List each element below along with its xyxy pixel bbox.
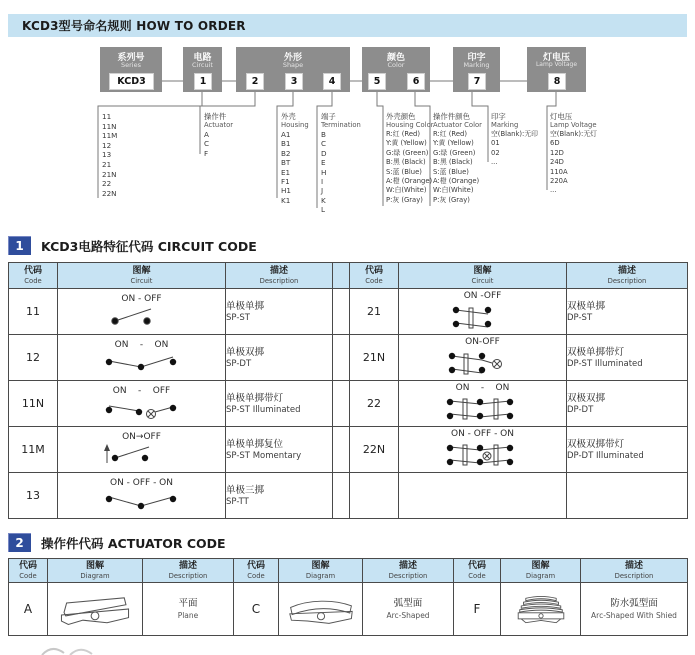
actuator-list-title-cn: 操作件 [204, 112, 227, 121]
actuator-list-title-en: Actuator [204, 121, 234, 129]
actuator-diagram-plane [52, 587, 138, 631]
list-item: 220A [550, 177, 568, 186]
diagram-cell [58, 473, 226, 519]
desc-cell [567, 473, 688, 519]
header-diagram: 图解 Diagram [279, 559, 363, 583]
list-item: W:白(White) [433, 186, 474, 195]
shape-code-digit-2: 2 [246, 73, 264, 90]
actuator-diagram-arc-shaped-with-shield [503, 587, 579, 631]
list-item: H1 [281, 186, 291, 196]
list-item: Y:黄 (Yellow) [386, 139, 427, 148]
page-title: KCD3型号命名规则 HOW TO ORDER [22, 19, 246, 33]
code-cell: C [234, 583, 279, 636]
table-row [9, 427, 688, 473]
table-row [9, 335, 688, 381]
diagram-cell [399, 427, 567, 473]
lamp-voltage-list-title-cn: 灯电压 [550, 112, 573, 121]
group-box-circuit [183, 47, 222, 92]
diagram-cell [399, 381, 567, 427]
marking-label-cn: 印字 [467, 53, 486, 63]
desc-cell: 双极单掷 DP-ST [567, 289, 688, 335]
circuit-diagram-dp-st [408, 302, 558, 332]
color-label-en: Color [387, 61, 405, 69]
code-cell: A [9, 583, 48, 636]
list-item: G:绿 (Green) [386, 148, 429, 157]
circuit-diagram-sp-st-illuminated [67, 397, 217, 421]
list-item: B2 [281, 148, 291, 158]
list-item: A:橙 (Orange) [433, 177, 480, 186]
shape-label-cn: 外形 [283, 53, 302, 63]
color-code-digit-6: 6 [407, 73, 425, 90]
diagram-cell [501, 583, 581, 636]
section-1-title: KCD3电路特征代码 CIRCUIT CODE [41, 238, 257, 254]
header-code: 代码 Code [234, 559, 279, 583]
color-code-digit-5: 5 [368, 73, 386, 90]
list-item: 02 [491, 148, 500, 157]
lamp-voltage-code-digit: 8 [548, 73, 566, 90]
header-spacer [333, 263, 350, 289]
list-item: I [321, 177, 324, 187]
circuit-label: ON - OFF [121, 294, 162, 304]
header-code: 代码 Code [454, 559, 501, 583]
table-row [9, 473, 688, 519]
desc-cell: 单极单掷复位 SP-ST Momentary [226, 427, 333, 473]
list-item: C [321, 139, 327, 149]
desc-cell: 防水弧型面 Arc-Shaped With Shied [581, 583, 688, 636]
termination-list-title-en: Termination [321, 121, 361, 129]
diagram-cell [48, 583, 143, 636]
header-code: 代码 Code [9, 559, 48, 583]
list-item: A [204, 130, 209, 139]
list-item: W:白(White) [386, 186, 427, 195]
code-cell: 21 [350, 289, 399, 335]
list-item: 110A [550, 167, 568, 176]
section-2-title: 操作件代码 ACTUATOR CODE [41, 535, 226, 551]
list-item: 12 [102, 140, 112, 150]
housing-list-title-en: Housing [281, 121, 309, 129]
spacer-cell [333, 289, 350, 335]
circuit-diagram-sp-dt [67, 351, 217, 375]
circuit-table-header-row [9, 263, 688, 289]
marking-code-digit: 7 [468, 73, 486, 90]
circuit-label: ON-OFF [465, 337, 500, 347]
list-item: ... [550, 186, 557, 195]
shape-code-digit-3: 3 [285, 73, 303, 90]
list-item: L [321, 205, 326, 215]
list-item: 空(Blank):无印 [491, 130, 538, 138]
actuator-color-title-en: Actuator Color [433, 121, 482, 129]
circuit-code-table [8, 262, 688, 519]
code-cell: 11N [9, 381, 58, 427]
section-1-heading [8, 236, 257, 255]
diagram-cell [58, 381, 226, 427]
table-row [9, 289, 688, 335]
circuit-code-digit: 1 [194, 73, 212, 90]
list-item: 13 [102, 150, 112, 160]
list-item: 22 [102, 179, 112, 189]
termination-code-list [321, 112, 361, 215]
diagram-cell [399, 335, 567, 381]
circuit-label: ON - OFF [112, 386, 171, 396]
group-box-series [100, 47, 162, 92]
circuit-label-cn: 电路 [193, 53, 212, 63]
marking-label-en: Marking [463, 61, 490, 69]
header-desc: 描述 Description [581, 559, 688, 583]
list-item: S:蓝 (Blue) [386, 167, 422, 176]
spacer-cell [333, 427, 350, 473]
shape-label-en: Shape [282, 61, 304, 69]
desc-cell: 双极单掷带灯 DP-ST Illuminated [567, 335, 688, 381]
list-item: R:红 (Red) [386, 130, 420, 138]
circuit-label: ON -OFF [463, 291, 502, 301]
circuit-label: ON - ON [114, 340, 169, 350]
list-item: 11M [102, 131, 118, 141]
table-row [9, 583, 688, 636]
shape-code-digit-4: 4 [323, 73, 341, 90]
marking-list [491, 112, 538, 168]
series-label-cn: 系列号 [117, 53, 145, 63]
circuit-diagram-sp-tt [67, 489, 217, 513]
list-item: K1 [281, 195, 291, 205]
marking-list-title-en: Marking [491, 121, 519, 129]
desc-cell: 单极单掷 SP-ST [226, 289, 333, 335]
lamp-voltage-list [550, 112, 597, 196]
list-item: Y:黄 (Yellow) [433, 139, 474, 148]
list-item: BT [281, 158, 291, 168]
circuit-label: ON→OFF [122, 432, 161, 442]
list-item: G:绿 (Green) [433, 148, 476, 157]
diagram-cell [58, 289, 226, 335]
list-item: D [321, 148, 327, 158]
list-item: B:黑 (Black) [386, 158, 426, 167]
diagram-cell [58, 427, 226, 473]
header-diagram-left: 图解 Circuit [58, 263, 226, 289]
code-cell: 12 [9, 335, 58, 381]
circuit-code-list [102, 112, 117, 198]
header-desc-right: 描述 Description [567, 263, 688, 289]
header-desc-left: 描述 Description [226, 263, 333, 289]
list-item: ... [491, 158, 498, 167]
actuator-color-title-cn: 操作件颜色 [433, 112, 470, 121]
circuit-diagram-sp-st-momentary [67, 443, 217, 467]
code-cell: 22 [350, 381, 399, 427]
list-item: E1 [281, 167, 291, 177]
actuator-diagram-arc-shaped [281, 587, 361, 631]
termination-list-title-cn: 端子 [321, 112, 336, 121]
circuit-diagram-dp-st-illuminated [408, 348, 558, 378]
diagram-cell [399, 289, 567, 335]
spacer-cell [333, 335, 350, 381]
list-item: C [204, 139, 210, 149]
header-code-left: 代码 Code [9, 263, 58, 289]
code-cell: 22N [350, 427, 399, 473]
housing-color-list [386, 112, 434, 205]
header-desc: 描述 Description [363, 559, 454, 583]
list-item: S:蓝 (Blue) [433, 167, 469, 176]
series-label-en: Series [121, 61, 141, 69]
code-cell: 11M [9, 427, 58, 473]
diagram-cell [279, 583, 363, 636]
housing-list-title-cn: 外壳 [281, 112, 296, 121]
group-box-marking [453, 47, 500, 92]
list-item: B1 [281, 139, 291, 149]
desc-cell: 单极双掷 SP-DT [226, 335, 333, 381]
section-2-badge: 2 [8, 533, 31, 552]
list-item: 21N [102, 169, 117, 179]
code-cell [350, 473, 399, 519]
list-item: 6D [550, 139, 560, 148]
housing-code-list [281, 112, 309, 205]
section-1-badge: 1 [8, 236, 31, 255]
housing-color-title-en: Housing Color [386, 121, 434, 129]
list-item: P:灰 (Gray) [433, 195, 470, 204]
header-diagram: 图解 Diagram [48, 559, 143, 583]
code-cell: 11 [9, 289, 58, 335]
list-item: H [321, 167, 327, 177]
table-row [9, 381, 688, 427]
desc-cell: 平面 Plane [143, 583, 234, 636]
circuit-diagram-dp-dt [408, 394, 558, 424]
list-item: E [321, 158, 326, 168]
list-item: F [204, 148, 209, 158]
spacer-cell [333, 381, 350, 427]
list-item: 11N [102, 121, 117, 131]
spacer-cell [333, 473, 350, 519]
color-label-cn: 颜色 [386, 53, 405, 63]
list-item: 12D [550, 148, 564, 157]
group-box-color [362, 47, 430, 92]
actuator-code-table [8, 558, 688, 636]
circuit-label: ON - OFF - ON [109, 478, 173, 488]
list-item: R:红 (Red) [433, 130, 467, 138]
desc-cell: 双极双掷带灯 DP-DT Illuminated [567, 427, 688, 473]
list-item: F1 [281, 177, 290, 187]
list-item: 21 [102, 159, 112, 169]
list-item: K [321, 195, 326, 205]
housing-color-title-cn: 外壳颜色 [386, 112, 416, 121]
page-header-bar [8, 14, 687, 37]
lamp-voltage-label-en: Lamp Voltage [535, 61, 578, 68]
lamp-voltage-label-cn: 灯电压 [542, 53, 570, 63]
circuit-label: ON - OFF - ON [450, 429, 514, 439]
list-item: J [321, 186, 324, 196]
circuit-diagram-dp-dt-illuminated [408, 440, 558, 470]
list-item: P:灰 (Gray) [386, 195, 423, 204]
circuit-diagram-sp-st [67, 305, 217, 329]
lamp-voltage-list-title-en: Lamp Voltage [550, 121, 597, 129]
code-cell: 13 [9, 473, 58, 519]
code-cell: F [454, 583, 501, 636]
list-item: A:橙 (Orange) [386, 177, 433, 186]
group-box-lamp-voltage [527, 47, 586, 92]
marking-list-title-cn: 印字 [491, 112, 506, 121]
desc-cell: 单极三掷 SP-TT [226, 473, 333, 519]
desc-cell: 单极单掷带灯 SP-ST Illuminated [226, 381, 333, 427]
list-item: B:黑 (Black) [433, 158, 473, 167]
cutoff-graphic [38, 644, 118, 655]
header-desc: 描述 Description [143, 559, 234, 583]
header-code-right: 代码 Code [350, 263, 399, 289]
list-item: 空(Blank):无灯 [550, 130, 597, 138]
header-diagram: 图解 Diagram [501, 559, 581, 583]
circuit-label-en: Circuit [192, 61, 213, 69]
code-cell: 21N [350, 335, 399, 381]
desc-cell: 双极双掷 DP-DT [567, 381, 688, 427]
diagram-cell [58, 335, 226, 381]
group-box-shape [236, 47, 350, 92]
header-diagram-right: 图解 Circuit [399, 263, 567, 289]
list-item: A1 [281, 130, 291, 139]
list-item: 22N [102, 188, 117, 198]
diagram-cell [399, 473, 567, 519]
section-2-heading [8, 533, 226, 552]
circuit-label: ON - ON [455, 383, 510, 393]
desc-cell: 弧型面 Arc-Shaped [363, 583, 454, 636]
actuator-color-list [433, 112, 482, 205]
list-item: 01 [491, 139, 500, 148]
actuator-code-list [204, 112, 233, 158]
list-item: 11 [102, 112, 112, 121]
actuator-table-header-row [9, 559, 688, 583]
series-code: KCD3 [109, 73, 154, 90]
list-item: B [321, 130, 326, 139]
list-item: 24D [550, 158, 564, 167]
